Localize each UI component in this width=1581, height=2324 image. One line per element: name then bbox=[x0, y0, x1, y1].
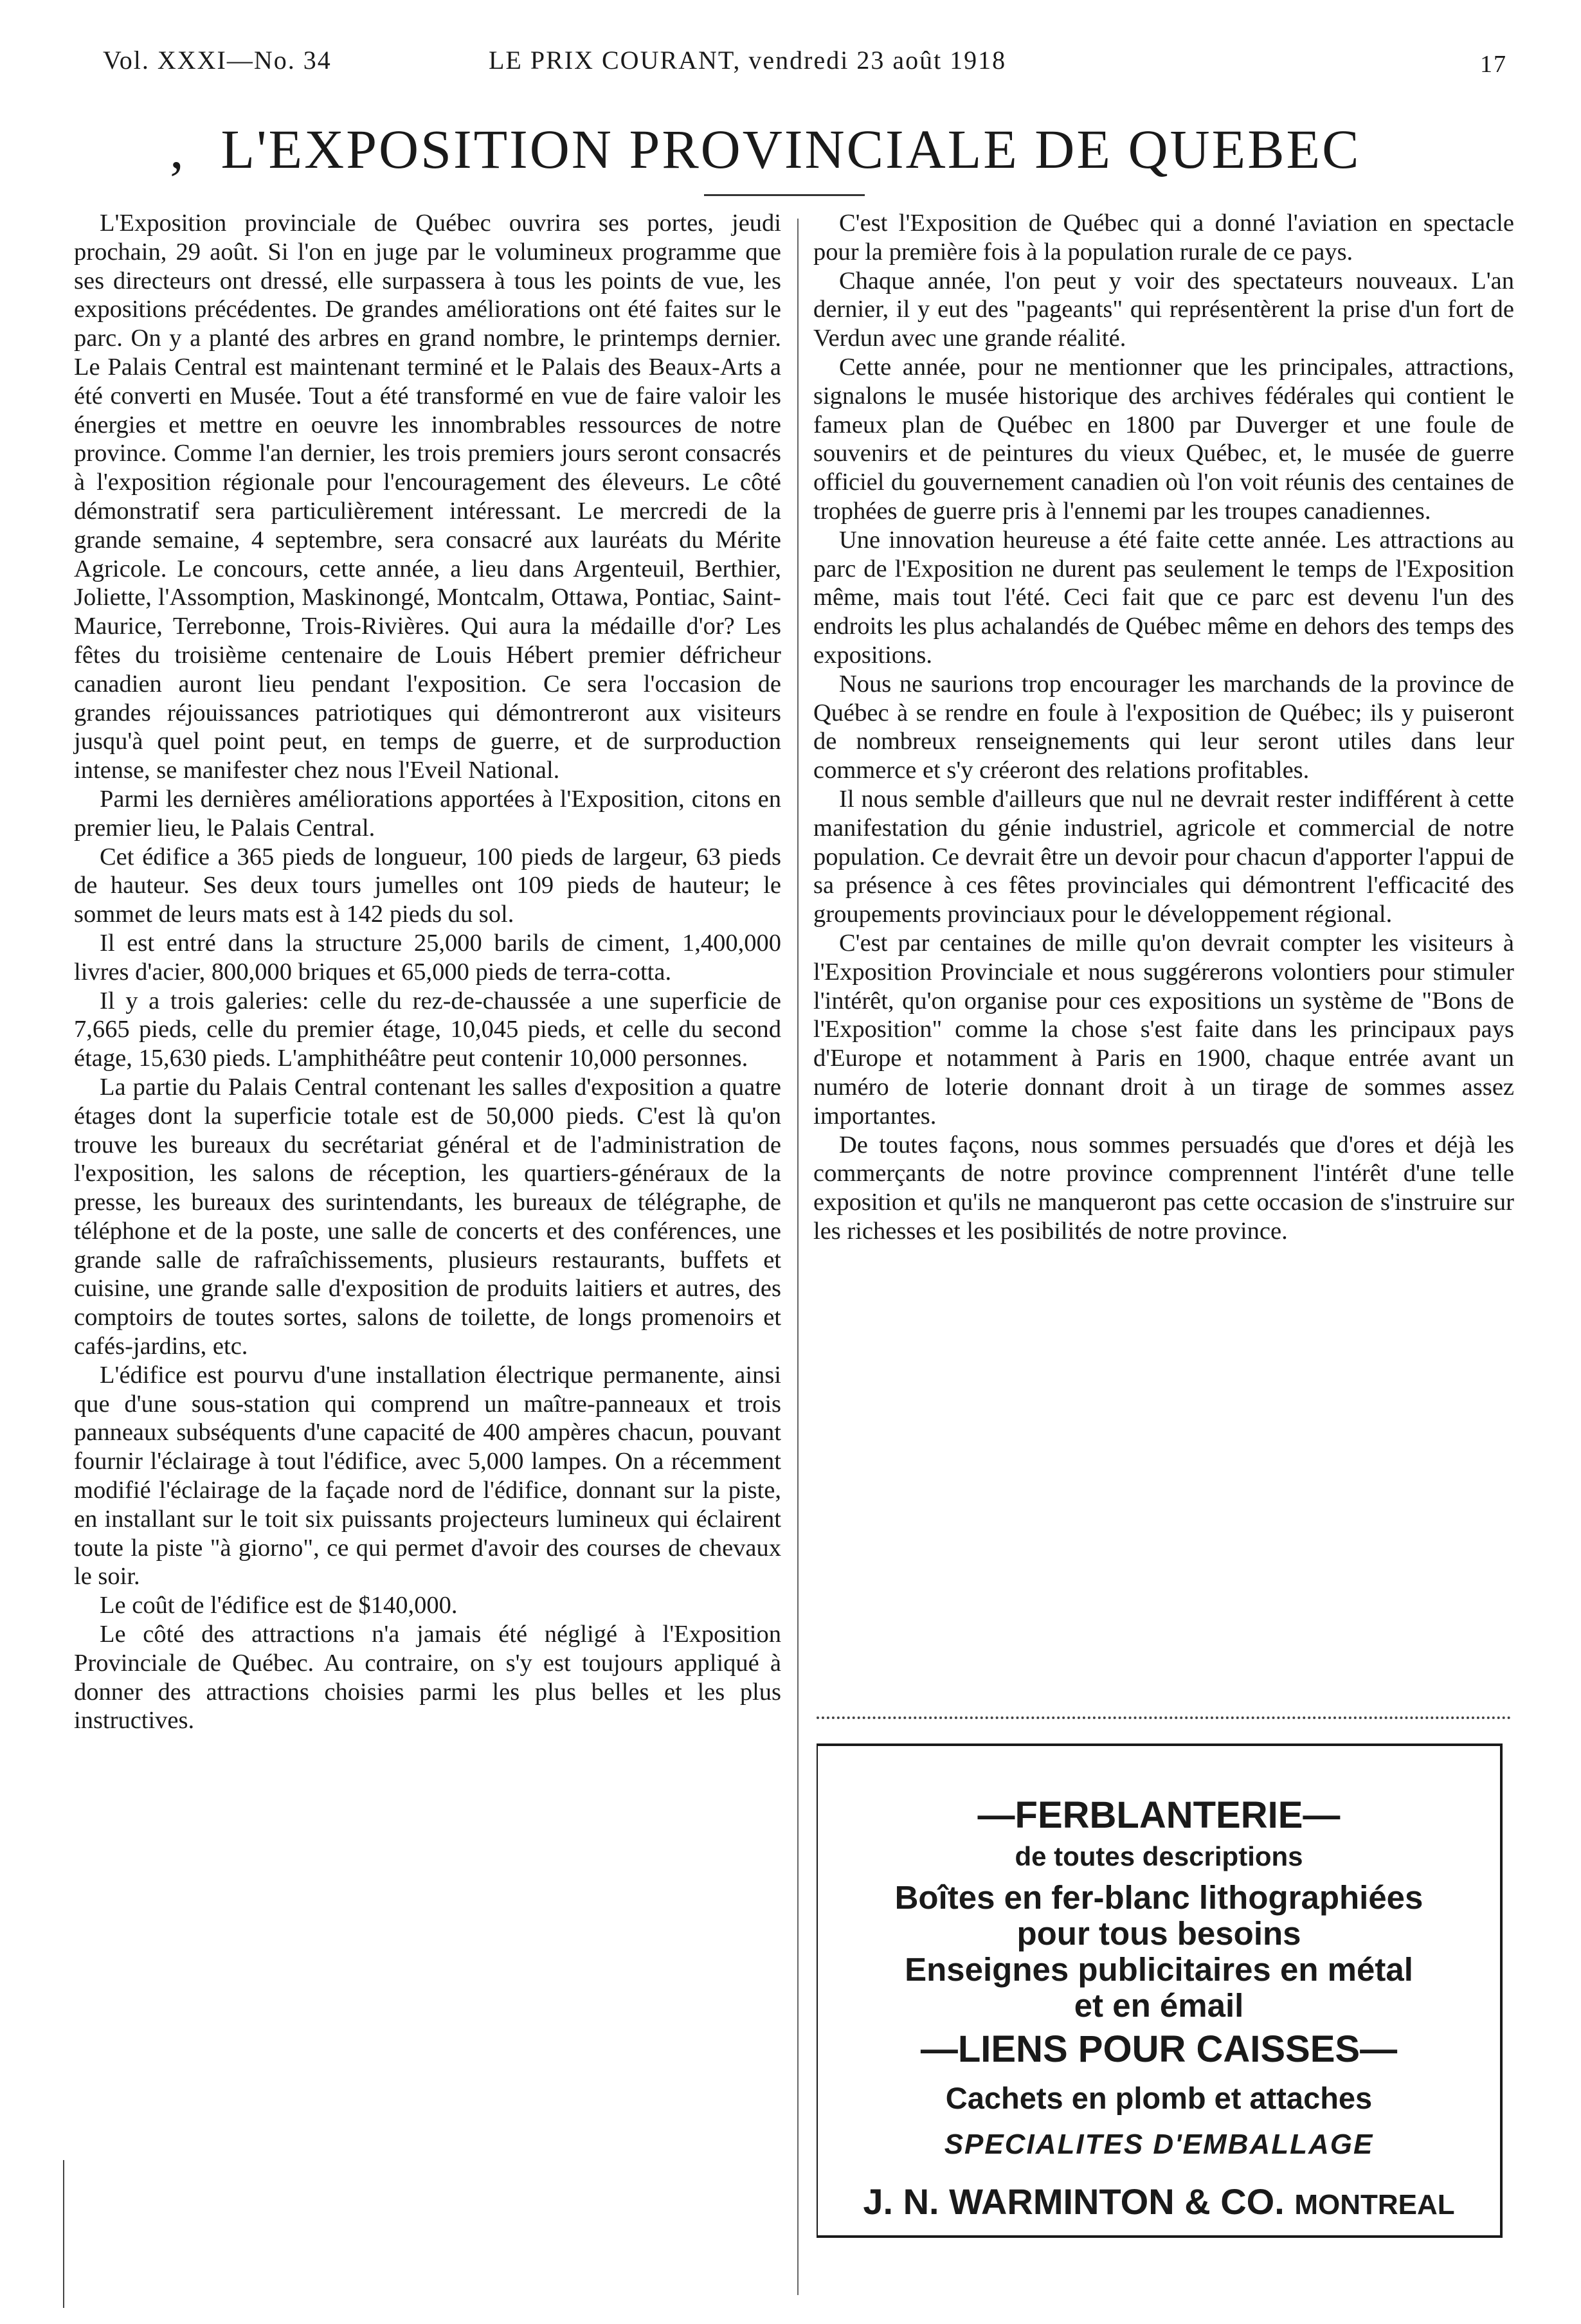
ad-firm-name: J. N. WARMINTON & CO. bbox=[863, 2181, 1285, 2222]
running-head bbox=[103, 39, 1507, 84]
ad-firm-city: MONTREAL bbox=[1294, 2189, 1455, 2220]
paragraph: Il y a trois galeries: celle du rez-de-chaussée a une superficie de 7,665 pieds, celle du premier étage, 10,045 pieds, et celle du second étage, 15,630 pieds. L'amphithéâtre peut contenir 10,000 personnes. bbox=[74, 987, 781, 1072]
paragraph: Il nous semble d'ailleurs que nul ne devrait rester indifférent à cette manifestation du génie industriel, agricole et commercial de notre population. Ce devrait être un devoir pour chacun d'apporter l'appui de sa présence à ces fêtes provinciales qui démontrent l'efficacité des groupements provinciaux pour le développement régional. bbox=[813, 785, 1514, 928]
paragraph: L'édifice est pourvu d'une installation électrique permanente, ainsi que d'une sous-station qui comprend un maître-panneaux et trois panneaux subséquents d'une capacité de 400 ampères chacun, pouvant fournir l'éclairage à tout l'édifice, avec 5,000 lampes. On a récemment modifié l'éclairage de la façade nord de l'édifice, donnant sur la piste, en installant sur le toit six puissants projecteurs lumineux qui éclairent toute la piste "à giorno", ce qui permet d'avoir des courses de chevaux le soir. bbox=[74, 1361, 781, 1590]
ad-heading-tinware: —FERBLANTERIE— bbox=[977, 1794, 1341, 1836]
article-headline bbox=[148, 117, 1434, 181]
paragraph: De toutes façons, nous sommes persuadés que d'ores et déjà les commerçants de notre province comprennent l'intérêt d'une telle exposition et qu'ils ne manqueront pas cette occasion de s'instruire sur les richesses et les posibilités de notre province. bbox=[813, 1131, 1514, 1245]
paragraph: Chaque année, l'on peut y voir des spectateurs nouveaux. L'an dernier, il y eut des "pageants" qui représentèrent la prise d'un fort de Verdun avec une grande réalité. bbox=[813, 267, 1514, 352]
ad-product-lines bbox=[818, 1880, 1500, 2024]
advertisement-box bbox=[817, 1743, 1503, 2238]
ad-divider bbox=[817, 1716, 1511, 1719]
paragraph: Parmi les dernières améliorations apportées à l'Exposition, citons en premier lieu, le Palais Central. bbox=[74, 785, 781, 842]
article-column-right bbox=[813, 209, 1514, 1246]
paragraph: Une innovation heureuse a été faite cette année. Les attractions au parc de l'Exposition ne durent pas seulement le temps de l'Exposition même, mais tout l'été. Ceci fait que ce parc est devenu l'un des endroits les plus achalandés de Québec même en dehors des temps des expositions. bbox=[813, 526, 1514, 669]
ad-product-line: pour tous besoins bbox=[1016, 1915, 1301, 1952]
title-rule bbox=[704, 194, 865, 196]
paragraph: Nous ne saurions trop encourager les marchands de la province de Québec à se rendre en foule à l'exposition de Québec; ils y puiseront de nombreux renseignements qui leur seront utiles dans leur commerce et s'y créeront des relations profitables. bbox=[813, 670, 1514, 784]
ad-firm-line bbox=[818, 2181, 1500, 2222]
margin-rule bbox=[63, 2160, 64, 2308]
paragraph: La partie du Palais Central contenant les salles d'exposition a quatre étages dont la superficie totale est de 50,000 pieds. C'est là qu'on trouve les bureaux du secrétariat général et de l'administration de l'exposition, les salons de réception, les quartiers-généraux de la presse, les bureaux des surintendants, les bureaux de télégraphe, de téléphone et de la poste, une salle de concerts et des conférences, une grande salle de rafraîchissements, plusieurs restaurants, buffets et cuisine, une grande salle d'exposition de produits laitiers et autres, des comptoirs de toutes sortes, salons de toilette, de longs promenoirs et cafés-jardins, etc. bbox=[74, 1073, 781, 1360]
paragraph: L'Exposition provinciale de Québec ouvrira ses portes, jeudi prochain, 29 août. Si l'on en juge par le volumineux programme que ses directeurs ont dressé, elle surpassera à tous les points de vue, les expositions précédentes. De grandes améliorations ont été faites sur le parc. On y a planté des arbres en grand nombre, le printemps dernier. Le Palais Central est maintenant terminé et le Palais des Beaux-Arts a été converti en Musée. Tout a été transformé en vue de faire valoir les énergies et mettre en oeuvre les innombrables ressources de notre province. Comme l'an dernier, les trois premiers jours seront consacrés à l'exposition régionale pour l'encouragement des éleveurs. Le côté démonstratif sera particulièrement intéressant. Le mercredi de la grande semaine, 4 septembre, sera consacré aux lauréats du Mérite Agricole. Le concours, cette année, a lieu dans Argenteuil, Berthier, Joliette, l'Assomption, Maskinongé, Montcalm, Ottawa, Pontiac, Saint-Maurice, Terrebonne, Trois-Rivières. Qui aura la médaille d'or? Les fêtes du troisième centenaire de Louis Hébert premier défricheur canadien auront lieu pendant l'exposition. Ce sera l'occasion de grandes réjouissances patriotiques qui démontreront aux visiteurs jusqu'à quel point peut, en temps de guerre, et de surproduction intense, se manifester chez nous l'Eveil National. bbox=[74, 210, 781, 784]
paragraph: Cet édifice a 365 pieds de longueur, 100 pieds de largeur, 63 pieds de hauteur. Ses deux tours jumelles ont 109 pieds de hauteur; le sommet de leurs mats est à 142 pieds du sol. bbox=[74, 843, 781, 928]
ad-specialties-line: SPECIALITES D'EMBALLAGE bbox=[944, 2129, 1374, 2160]
article-column-left bbox=[74, 209, 781, 1735]
publication-date: LE PRIX COURANT, vendredi 23 août 1918 bbox=[489, 46, 1007, 75]
paragraph: Cette année, pour ne mentionner que les principales, attractions, signalons le musée historique des archives fédérales qui contient le fameux plan de Québec en 1800 par Duverger et une foule de souvenirs et de peintures du vieux Québec, et, le musée de guerre officiel du gouvernement canadien où l'on voit réunis des centaines de trophées de guerre pris à l'ennemi par les troupes canadiennes. bbox=[813, 353, 1514, 525]
ad-product-line: et en émail bbox=[1074, 1987, 1244, 2024]
volume-number: Vol. XXXI—No. 34 bbox=[103, 46, 332, 75]
paragraph: Il est entré dans la structure 25,000 barils de ciment, 1,400,000 livres d'acier, 800,000 briques et 65,000 pieds de terra-cotta. bbox=[74, 929, 781, 986]
ad-product-line: Enseignes publicitaires en métal bbox=[905, 1951, 1413, 1988]
paragraph: C'est par centaines de mille qu'on devrait compter les visiteurs à l'Exposition Provinciale et nous suggérerons volontiers pour stimuler l'intérêt, qu'on organise pour ces expositions un système de "Bons de l'Exposition" comme la chose s'est faite dans les principaux pays d'Europe et notamment à Paris en 1900, chaque entrée avant un numéro de loterie donnant droit à un tirage de sommes assez importantes. bbox=[813, 929, 1514, 1130]
paragraph: Le coût de l'édifice est de $140,000. bbox=[100, 1592, 458, 1619]
column-rule bbox=[797, 219, 799, 2295]
ad-subheading: de toutes descriptions bbox=[1015, 1841, 1303, 1871]
paragraph: Le côté des attractions n'a jamais été négligé à l'Exposition Provinciale de Québec. Au contraire, on s'y est toujours appliqué à donner des attractions choisies parmi les plus belles et les plus instructives. bbox=[74, 1621, 781, 1734]
article-title: L'EXPOSITION PROVINCIALE DE QUEBEC bbox=[221, 118, 1361, 180]
page-number: 17 bbox=[1480, 51, 1507, 78]
paragraph: C'est l'Exposition de Québec qui a donné l'aviation en spectacle pour la première fois à la population rurale de ce pays. bbox=[813, 210, 1514, 266]
ad-product-line: Boîtes en fer-blanc lithographiées bbox=[894, 1879, 1423, 1916]
ad-heading-crate-straps: —LIENS POUR CAISSES— bbox=[920, 2028, 1398, 2070]
print-mark: ‚ bbox=[167, 118, 188, 180]
ad-seals-line: Cachets en plomb et attaches bbox=[945, 2081, 1373, 2115]
